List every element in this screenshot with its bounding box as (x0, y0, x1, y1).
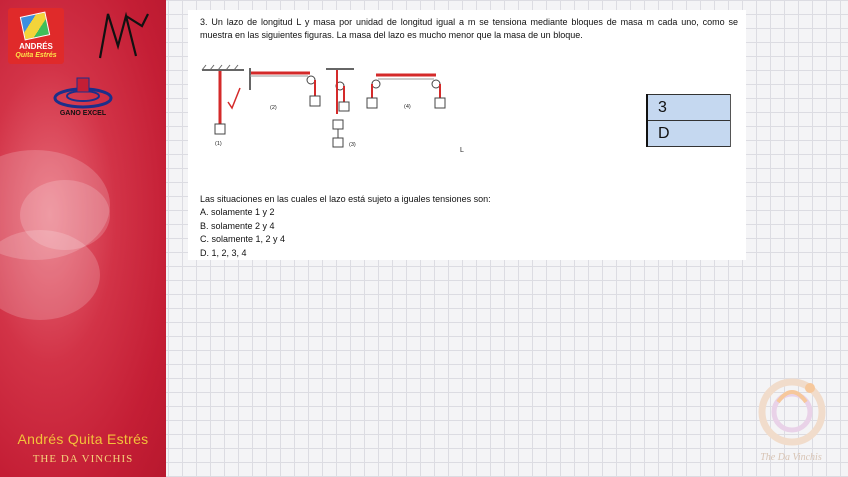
watermark-text: The Da Vinchis (760, 452, 822, 463)
question-text: 3. Un lazo de longitud L y masa por unidad de longitud igual a m se tensiona mediante bloques de masa m cada uno, como se muestra en las siguientes figuras. La masa del lazo es mucho menor que la masa de un bloque. (200, 17, 738, 40)
gano-label: GANO EXCEL (59, 110, 107, 117)
figure-label-3: (3) (349, 142, 356, 148)
option-a[interactable]: A. solamente 1 y 2 (200, 207, 275, 217)
figure-3 (326, 69, 356, 148)
gano-excel-logo (50, 72, 116, 122)
logo-line1: ANDRÉS (19, 42, 53, 51)
answer-letter-cell[interactable]: D (648, 120, 730, 147)
sidebar (0, 0, 166, 477)
logo-line2: Quita Estrés (15, 52, 57, 59)
option-d[interactable]: D. 1, 2, 3, 4 (200, 247, 247, 258)
checkmark-icon (228, 88, 240, 108)
figure-label-4: (4) (404, 104, 411, 110)
cube-icon (20, 12, 50, 41)
figure-4 (367, 75, 445, 110)
figure-label-2: (2) (270, 105, 277, 111)
brand-name: Andrés Quita Estrés (17, 431, 149, 447)
option-b[interactable]: B. solamente 2 y 4 (200, 220, 275, 231)
figure-1 (202, 65, 244, 147)
options-list (200, 206, 285, 260)
answer-box (646, 94, 731, 147)
length-label: L (460, 147, 464, 154)
option-c[interactable]: C. solamente 1, 2 y 4 (200, 234, 286, 244)
figure-2 (250, 68, 320, 111)
physics-figure (198, 62, 498, 164)
brand-subtitle: THE DA VINCHIS (32, 453, 134, 465)
answer-number-cell[interactable]: 3 (648, 94, 730, 120)
andres-logo (8, 8, 64, 64)
am-signature-logo (96, 6, 152, 66)
figure-label-1: (1) (215, 141, 222, 147)
question-prompt: Las situaciones en las cuales el lazo está sujeto a iguales tensiones son: (200, 194, 491, 204)
gano-ring-icon (50, 72, 116, 110)
